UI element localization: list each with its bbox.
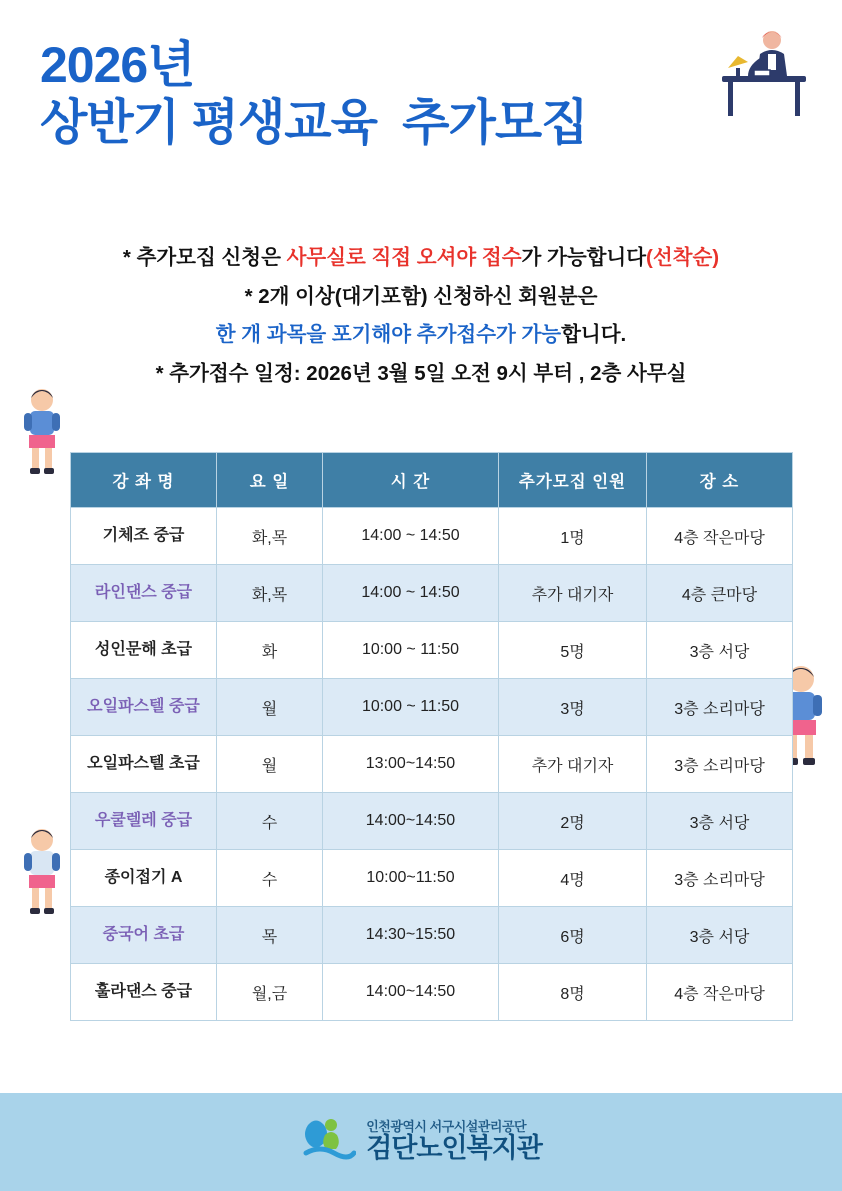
header-place: 장 소 [647, 453, 793, 508]
cell-course-name: 오일파스텔 초급 [71, 736, 217, 793]
notice-line-1 [0, 248, 842, 269]
cell-day: 월 [217, 736, 323, 793]
table-row [71, 907, 793, 964]
table-row [71, 679, 793, 736]
header-day: 요 일 [217, 453, 323, 508]
title-line-1: 2026년 [40, 37, 195, 93]
cell-time: 14:00 ~ 14:50 [323, 508, 499, 565]
cell-day: 수 [217, 793, 323, 850]
cell-place: 3층 소리마당 [647, 736, 793, 793]
cell-course-name: 훌라댄스 중급 [71, 964, 217, 1021]
courses-table [70, 452, 793, 1021]
student-left-top-icon [16, 385, 68, 475]
table-row [71, 736, 793, 793]
footer-bar [0, 1093, 842, 1191]
cell-course-name: 중국어 초급 [71, 907, 217, 964]
notice-1-part-d: (선착순) [646, 246, 720, 269]
table-row [71, 850, 793, 907]
cell-day: 화 [217, 622, 323, 679]
footer-organization: 인천광역시 서구시설관리공단 [366, 1119, 527, 1134]
cell-place: 3층 서당 [647, 793, 793, 850]
table-row [71, 508, 793, 565]
cell-course-name: 기체조 중급 [71, 508, 217, 565]
header-time: 시 간 [323, 453, 499, 508]
title-line-2: 상반기 평생교육 추가모집 [40, 96, 588, 150]
notice-1-part-a: * 추가모집 신청은 [122, 246, 287, 269]
cell-place: 4층 작은마당 [647, 508, 793, 565]
notice-block [0, 248, 842, 402]
cell-count: 추가 대기자 [499, 565, 647, 622]
cell-time: 10:00 ~ 11:50 [323, 622, 499, 679]
cell-place: 4층 작은마당 [647, 964, 793, 1021]
cell-place: 3층 소리마당 [647, 679, 793, 736]
cell-course-name: 오일파스텔 중급 [71, 679, 217, 736]
cell-count: 4명 [499, 850, 647, 907]
cell-count: 2명 [499, 793, 647, 850]
cell-count: 8명 [499, 964, 647, 1021]
cell-place: 4층 큰마당 [647, 565, 793, 622]
cell-count: 5명 [499, 622, 647, 679]
cell-count: 3명 [499, 679, 647, 736]
table-row [71, 622, 793, 679]
cell-place: 3층 서당 [647, 907, 793, 964]
notice-line-2: * 2개 이상(대기포함) 신청하신 회원분은 [244, 284, 598, 308]
footer-center-name: 검단노인복지관 [366, 1133, 542, 1164]
cell-course-name: 라인댄스 중급 [71, 565, 217, 622]
cell-course-name: 종이접기 A [71, 850, 217, 907]
cell-day: 목 [217, 907, 323, 964]
cell-time: 10:00 ~ 11:50 [323, 679, 499, 736]
cell-time: 14:00~14:50 [323, 793, 499, 850]
organization-logo-icon [300, 1115, 356, 1170]
page-title [40, 36, 740, 153]
cell-place: 3층 서당 [647, 622, 793, 679]
cell-day: 월,금 [217, 964, 323, 1021]
cell-day: 수 [217, 850, 323, 907]
cell-count: 추가 대기자 [499, 736, 647, 793]
cell-day: 화,목 [217, 508, 323, 565]
cell-time: 10:00~11:50 [323, 850, 499, 907]
table-row [71, 793, 793, 850]
cell-day: 월 [217, 679, 323, 736]
header-count: 추가모집 인원 [499, 453, 647, 508]
cell-day: 화,목 [217, 565, 323, 622]
notice-line-3 [0, 325, 842, 346]
table-header-row [71, 453, 793, 508]
cell-place: 3층 소리마당 [647, 850, 793, 907]
cell-course-name: 성인문해 초급 [71, 622, 217, 679]
cell-course-name: 우쿨렐레 중급 [71, 793, 217, 850]
cell-count: 6명 [499, 907, 647, 964]
notice-line-4: * 추가접수 일정: 2026년 3월 5일 오전 9시 부터 , 2층 사무실 [155, 361, 687, 385]
cell-time: 13:00~14:50 [323, 736, 499, 793]
table-row [71, 565, 793, 622]
cell-time: 14:00~14:50 [323, 964, 499, 1021]
cell-count: 1명 [499, 508, 647, 565]
notice-1-part-b: 사무실로 직접 오셔야 접수 [286, 246, 522, 269]
notice-3-part-a: 한 개 과목을 포기해야 추가접수가 가능 [215, 323, 562, 346]
cell-time: 14:30~15:50 [323, 907, 499, 964]
notice-3-part-b: 합니다. [561, 323, 627, 346]
header-course-name: 강 좌 명 [71, 453, 217, 508]
notice-1-part-c: 가 가능합니다 [521, 246, 647, 269]
table-row [71, 964, 793, 1021]
student-left-bottom-icon [16, 825, 68, 915]
desk-person-icon [704, 24, 814, 134]
cell-time: 14:00 ~ 14:50 [323, 565, 499, 622]
